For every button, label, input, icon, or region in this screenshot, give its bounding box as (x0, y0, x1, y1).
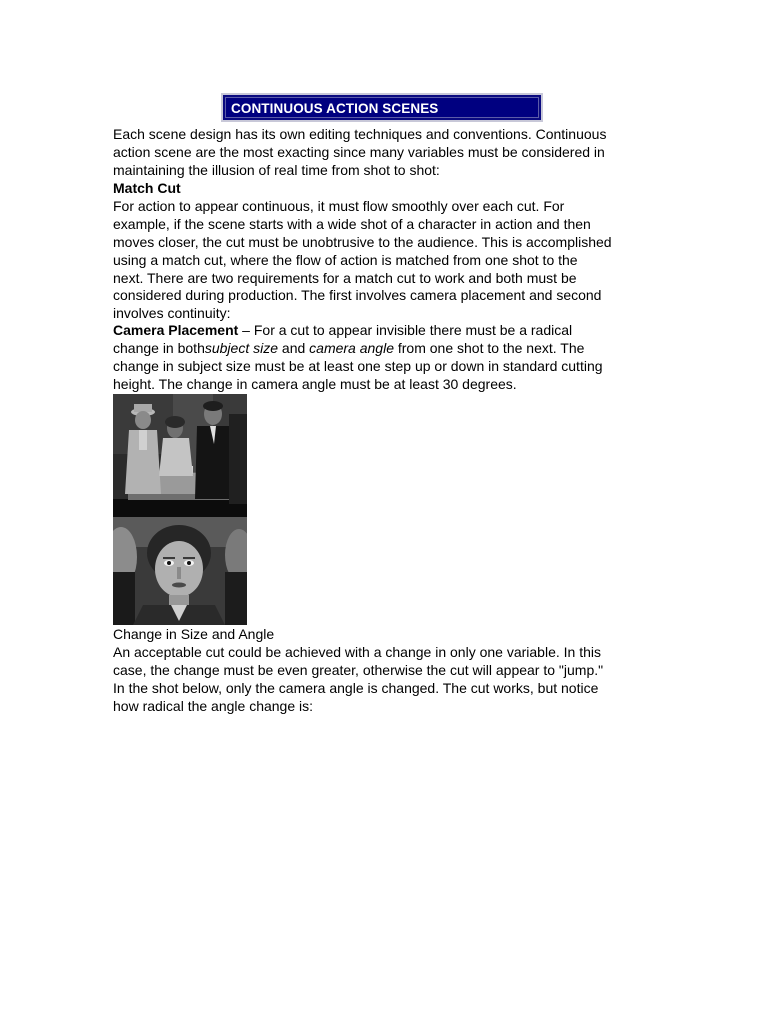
closing-line: In the shot below, only the camera angle is changed. The cut works, but notice (113, 679, 599, 696)
match-cut-line: example, if the scene starts with a wide shot of a character in action and then (113, 215, 591, 232)
match-cut-line: involves continuity: (113, 305, 231, 322)
camera-placement-text: from one shot to the next. The (393, 339, 585, 356)
closing-line: case, the change must be even greater, otherwise the cut will appear to "jump." (113, 661, 604, 678)
camera-placement-heading: Camera Placement (113, 322, 239, 338)
closing-section (113, 626, 653, 716)
match-cut-section (113, 180, 653, 323)
camera-placement-section (113, 322, 653, 394)
camera-placement-line: change in subject size must be at least one step up or down in standard cutting (113, 357, 603, 374)
section-heading-inner (225, 97, 539, 118)
section-heading-title: CONTINUOUS ACTION SCENES (231, 101, 439, 116)
camera-placement-text: and (278, 339, 310, 356)
section-heading-box (221, 93, 543, 122)
match-cut-line: next. There are two requirements for a match cut to work and both must be (113, 269, 577, 286)
camera-placement-text: – For a cut to appear invisible there must be a radical (238, 322, 573, 338)
film-still-close-up (113, 517, 247, 625)
camera-angle-term: camera angle (309, 339, 394, 356)
film-still-wide-shot-graphic (113, 394, 247, 517)
subject-size-term: subject size (204, 339, 279, 356)
match-cut-line: moves closer, the cut must be unobtrusive to the audience. This is accomplished (113, 233, 612, 250)
camera-placement-line: height. The change in camera angle must be at least 30 degrees. (113, 375, 517, 392)
camera-placement-line (113, 322, 653, 340)
intro-line: action scene are the most exacting since many variables must be considered in (113, 143, 605, 160)
figure-caption: Change in Size and Angle (113, 626, 275, 642)
intro-line: maintaining the illusion of real time from shot to shot: (113, 161, 440, 178)
match-cut-heading: Match Cut (113, 180, 181, 196)
closing-line: An acceptable cut could be achieved with a change in only one variable. In this (113, 643, 601, 660)
camera-placement-text: change in both (113, 339, 205, 356)
film-still-wide-shot (113, 394, 247, 517)
camera-placement-line (113, 340, 653, 358)
match-cut-line: For action to appear continuous, it must flow smoothly over each cut. For (113, 197, 565, 214)
intro-paragraph (113, 126, 653, 180)
match-cut-line: considered during production. The first involves camera placement and second (113, 287, 602, 304)
intro-line: Each scene design has its own editing techniques and conventions. Continuous (113, 126, 607, 142)
match-cut-line: using a match cut, where the flow of action is matched from one shot to the (113, 251, 578, 268)
closing-line: how radical the angle change is: (113, 697, 314, 714)
film-still-close-up-graphic (113, 517, 247, 625)
